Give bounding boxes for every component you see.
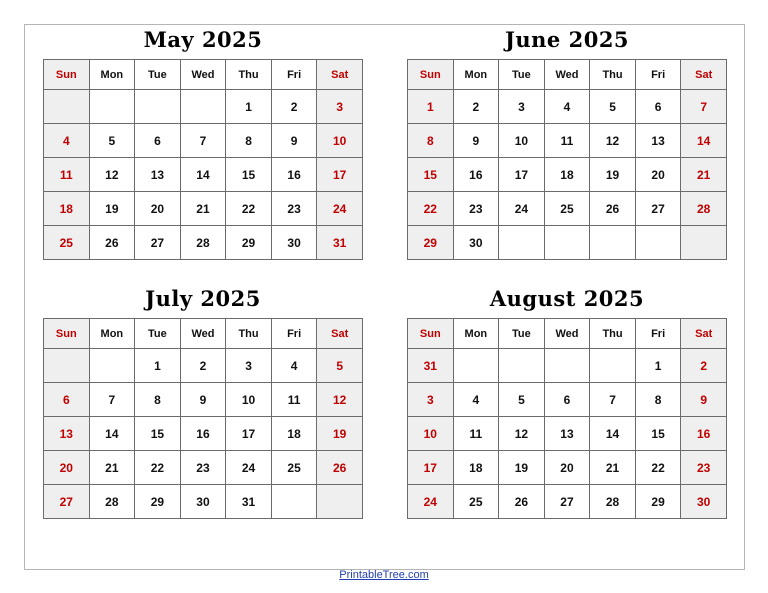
day-cell: 15 (135, 417, 181, 451)
day-cell: 1 (135, 349, 181, 383)
weekday-header: Sun (44, 319, 90, 349)
weekday-header: Wed (544, 319, 590, 349)
weekday-header: Sun (408, 319, 454, 349)
day-cell: 2 (453, 90, 499, 124)
weekday-header: Sat (681, 60, 727, 90)
day-cell: 11 (271, 383, 317, 417)
week-row (408, 383, 727, 417)
day-cell: 12 (317, 383, 363, 417)
day-cell: 26 (590, 192, 636, 226)
day-cell: 5 (590, 90, 636, 124)
weekday-header: Fri (271, 60, 317, 90)
day-cell: 22 (226, 192, 272, 226)
day-cell (44, 90, 90, 124)
day-cell (635, 226, 681, 260)
week-row (408, 124, 727, 158)
day-cell: 24 (317, 192, 363, 226)
weekday-header: Mon (89, 60, 135, 90)
day-cell: 6 (544, 383, 590, 417)
day-cell: 19 (499, 451, 545, 485)
week-row (408, 485, 727, 519)
day-cell: 15 (635, 417, 681, 451)
day-cell (135, 90, 181, 124)
day-cell: 30 (180, 485, 226, 519)
day-cell (499, 349, 545, 383)
day-cell: 5 (89, 124, 135, 158)
week-row (408, 451, 727, 485)
day-cell: 26 (499, 485, 545, 519)
day-cell: 28 (89, 485, 135, 519)
day-cell: 14 (180, 158, 226, 192)
day-cell: 16 (681, 417, 727, 451)
week-row (44, 124, 363, 158)
day-cell: 12 (499, 417, 545, 451)
day-cell: 24 (226, 451, 272, 485)
week-row (408, 90, 727, 124)
day-cell: 8 (635, 383, 681, 417)
day-cell: 21 (681, 158, 727, 192)
day-cell: 20 (135, 192, 181, 226)
day-cell: 30 (271, 226, 317, 260)
weekday-header: Thu (226, 60, 272, 90)
day-cell: 2 (180, 349, 226, 383)
day-cell: 17 (499, 158, 545, 192)
month-july (43, 284, 363, 524)
day-cell (44, 349, 90, 383)
day-cell: 20 (635, 158, 681, 192)
day-cell: 9 (453, 124, 499, 158)
day-cell (453, 349, 499, 383)
day-cell: 25 (271, 451, 317, 485)
day-cell: 4 (544, 90, 590, 124)
day-cell: 7 (681, 90, 727, 124)
day-cell: 14 (681, 124, 727, 158)
weekday-header: Mon (89, 319, 135, 349)
month-may (43, 25, 363, 265)
day-cell: 2 (681, 349, 727, 383)
day-cell (89, 90, 135, 124)
day-cell: 15 (408, 158, 454, 192)
day-cell (590, 226, 636, 260)
weekday-header: Tue (135, 319, 181, 349)
month-title: August 2025 (489, 286, 645, 311)
day-cell: 23 (271, 192, 317, 226)
day-cell: 28 (590, 485, 636, 519)
weekday-header: Thu (590, 319, 636, 349)
day-cell: 25 (44, 226, 90, 260)
day-cell: 21 (180, 192, 226, 226)
day-cell: 14 (590, 417, 636, 451)
day-cell: 6 (135, 124, 181, 158)
day-cell: 3 (317, 90, 363, 124)
day-cell (544, 349, 590, 383)
day-cell: 31 (408, 349, 454, 383)
day-cell: 28 (681, 192, 727, 226)
week-row (44, 192, 363, 226)
month-title: May 2025 (143, 27, 263, 52)
day-cell: 20 (44, 451, 90, 485)
day-cell (590, 349, 636, 383)
day-cell: 27 (544, 485, 590, 519)
weekday-header-row (408, 60, 727, 90)
weekday-header: Sat (681, 319, 727, 349)
month-june (407, 25, 727, 265)
day-cell: 8 (135, 383, 181, 417)
day-cell: 7 (89, 383, 135, 417)
day-cell: 18 (453, 451, 499, 485)
week-row (408, 226, 727, 260)
footer-link[interactable]: PrintableTree.com (339, 569, 429, 581)
day-cell: 30 (681, 485, 727, 519)
week-row (44, 226, 363, 260)
day-cell (317, 485, 363, 519)
day-cell: 5 (317, 349, 363, 383)
day-cell: 9 (271, 124, 317, 158)
day-cell: 23 (681, 451, 727, 485)
weekday-header: Sun (44, 60, 90, 90)
weekday-header: Sat (317, 319, 363, 349)
day-cell: 10 (499, 124, 545, 158)
calendar-grid (43, 318, 363, 519)
calendar-grid (407, 59, 727, 260)
day-cell: 18 (271, 417, 317, 451)
day-cell: 10 (408, 417, 454, 451)
day-cell (271, 485, 317, 519)
day-cell: 7 (180, 124, 226, 158)
week-row (408, 349, 727, 383)
day-cell: 27 (635, 192, 681, 226)
weekday-header: Tue (499, 319, 545, 349)
day-cell: 10 (317, 124, 363, 158)
day-cell: 19 (89, 192, 135, 226)
weekday-header: Thu (226, 319, 272, 349)
day-cell: 25 (544, 192, 590, 226)
day-cell: 29 (226, 226, 272, 260)
week-row (408, 417, 727, 451)
weekday-header: Wed (180, 319, 226, 349)
week-row (44, 158, 363, 192)
day-cell: 20 (544, 451, 590, 485)
weekday-header: Mon (453, 60, 499, 90)
day-cell: 22 (408, 192, 454, 226)
day-cell: 23 (453, 192, 499, 226)
day-cell: 3 (408, 383, 454, 417)
day-cell: 12 (89, 158, 135, 192)
day-cell: 22 (135, 451, 181, 485)
day-cell: 11 (544, 124, 590, 158)
day-cell: 6 (44, 383, 90, 417)
weekday-header: Sat (317, 60, 363, 90)
day-cell: 29 (135, 485, 181, 519)
day-cell: 8 (226, 124, 272, 158)
day-cell: 1 (226, 90, 272, 124)
day-cell: 19 (590, 158, 636, 192)
weekday-header: Thu (590, 60, 636, 90)
month-title: June 2025 (504, 27, 630, 52)
day-cell: 29 (635, 485, 681, 519)
day-cell: 24 (499, 192, 545, 226)
day-cell: 23 (180, 451, 226, 485)
day-cell: 24 (408, 485, 454, 519)
week-row (408, 192, 727, 226)
day-cell: 30 (453, 226, 499, 260)
day-cell: 25 (453, 485, 499, 519)
weekday-header: Tue (499, 60, 545, 90)
day-cell: 27 (135, 226, 181, 260)
day-cell: 3 (499, 90, 545, 124)
day-cell: 4 (271, 349, 317, 383)
calendar-grid (43, 59, 363, 260)
day-cell: 31 (226, 485, 272, 519)
day-cell: 21 (590, 451, 636, 485)
day-cell: 31 (317, 226, 363, 260)
day-cell: 21 (89, 451, 135, 485)
day-cell: 26 (89, 226, 135, 260)
day-cell: 15 (226, 158, 272, 192)
day-cell: 13 (44, 417, 90, 451)
day-cell: 7 (590, 383, 636, 417)
day-cell: 13 (135, 158, 181, 192)
month-title: July 2025 (145, 286, 261, 311)
day-cell: 14 (89, 417, 135, 451)
weekday-header: Sun (408, 60, 454, 90)
week-row (408, 158, 727, 192)
weekday-header: Fri (271, 319, 317, 349)
weekday-header: Wed (180, 60, 226, 90)
weekday-header-row (408, 319, 727, 349)
day-cell: 6 (635, 90, 681, 124)
weekday-header: Fri (635, 319, 681, 349)
weekday-header: Fri (635, 60, 681, 90)
week-row (44, 349, 363, 383)
day-cell: 19 (317, 417, 363, 451)
day-cell: 18 (44, 192, 90, 226)
day-cell: 1 (635, 349, 681, 383)
weekday-header: Mon (453, 319, 499, 349)
day-cell: 13 (544, 417, 590, 451)
day-cell: 17 (226, 417, 272, 451)
week-row (44, 417, 363, 451)
day-cell: 18 (544, 158, 590, 192)
day-cell: 11 (453, 417, 499, 451)
day-cell: 11 (44, 158, 90, 192)
day-cell: 3 (226, 349, 272, 383)
day-cell: 9 (681, 383, 727, 417)
calendar-grid (407, 318, 727, 519)
day-cell: 26 (317, 451, 363, 485)
day-cell (681, 226, 727, 260)
day-cell (89, 349, 135, 383)
day-cell: 16 (453, 158, 499, 192)
week-row (44, 485, 363, 519)
day-cell: 2 (271, 90, 317, 124)
day-cell: 17 (408, 451, 454, 485)
weekday-header: Tue (135, 60, 181, 90)
day-cell: 16 (271, 158, 317, 192)
day-cell: 4 (453, 383, 499, 417)
day-cell: 8 (408, 124, 454, 158)
day-cell: 13 (635, 124, 681, 158)
weekday-header-row (44, 319, 363, 349)
day-cell: 28 (180, 226, 226, 260)
day-cell: 5 (499, 383, 545, 417)
day-cell: 29 (408, 226, 454, 260)
week-row (44, 383, 363, 417)
week-row (44, 451, 363, 485)
day-cell: 27 (44, 485, 90, 519)
day-cell: 16 (180, 417, 226, 451)
day-cell: 1 (408, 90, 454, 124)
day-cell (180, 90, 226, 124)
weekday-header: Wed (544, 60, 590, 90)
day-cell (499, 226, 545, 260)
day-cell: 4 (44, 124, 90, 158)
day-cell: 10 (226, 383, 272, 417)
week-row (44, 90, 363, 124)
weekday-header-row (44, 60, 363, 90)
day-cell: 17 (317, 158, 363, 192)
day-cell (544, 226, 590, 260)
day-cell: 9 (180, 383, 226, 417)
day-cell: 12 (590, 124, 636, 158)
day-cell: 22 (635, 451, 681, 485)
month-august (407, 284, 727, 524)
